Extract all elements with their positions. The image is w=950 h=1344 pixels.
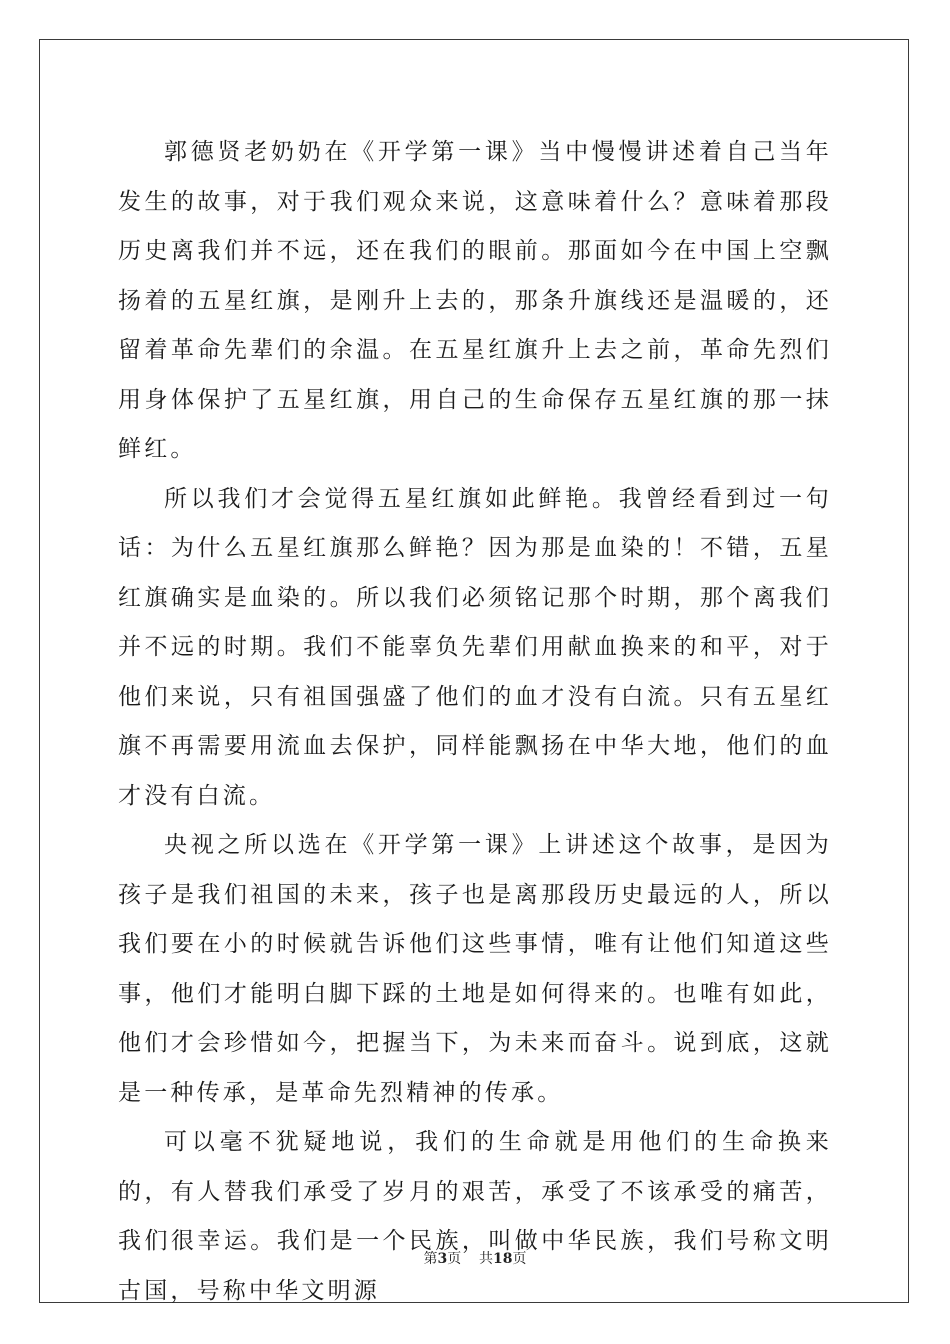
page-suffix: 页 <box>447 1251 462 1267</box>
paragraph-2: 所以我们才会觉得五星红旗如此鲜艳。我曾经看到过一句话：为什么五星红旗那么鲜艳？因为那是血染的！不错，五星红旗确实是血染的。所以我们必须铭记那个时期，那个离我们并不远的时期。我们不能辜负先辈们用献血换来的和平，对于他们来说，只有祖国强盛了他们的血才没有白流。只有五星红旗不再需要用流血去保护，同样能飘扬在中华大地，他们的血才没有白流。 <box>118 485 832 809</box>
paragraph-3: 央视之所以选在《开学第一课》上讲述这个故事，是因为孩子是我们祖国的未来，孩子也是离那段历史最远的人，所以我们要在小的时候就告诉他们这些事情，唯有让他们知道这些事，他们才能明白脚下踩的土地是如何得来的。也唯有如此，他们才会珍惜如今，把握当下，为未来而奋斗。说到底，这就是一种传承，是革命先烈精神的传承。 <box>118 832 832 1106</box>
total-suffix: 页 <box>512 1251 527 1267</box>
paragraph-4: 可以毫不犹疑地说，我们的生命就是用他们的生命换来的，有人替我们承受了岁月的艰苦，承受了不该承受的痛苦，我们很幸运。我们是一个民族，叫做中华民族，我们号称文明古国，号称中华文明源 <box>118 1129 832 1304</box>
page-prefix: 第 <box>423 1251 438 1267</box>
document-body <box>118 128 832 1316</box>
page-current: 3 <box>437 1251 448 1267</box>
total-prefix: 共 <box>479 1251 494 1267</box>
page-total: 18 <box>493 1251 513 1267</box>
page-footer <box>0 1248 950 1268</box>
paragraph-1: 郭德贤老奶奶在《开学第一课》当中慢慢讲述着自己当年发生的故事，对于我们观众来说，这意味着什么？意味着那段历史离我们并不远，还在我们的眼前。那面如今在中国上空飘扬着的五星红旗，是刚升上去的，那条升旗线还是温暖的，还留着革命先辈们的余温。在五星红旗升上去之前，革命先烈们用身体保护了五星红旗，用自己的生命保存五星红旗的那一抹鲜红。 <box>118 139 832 462</box>
